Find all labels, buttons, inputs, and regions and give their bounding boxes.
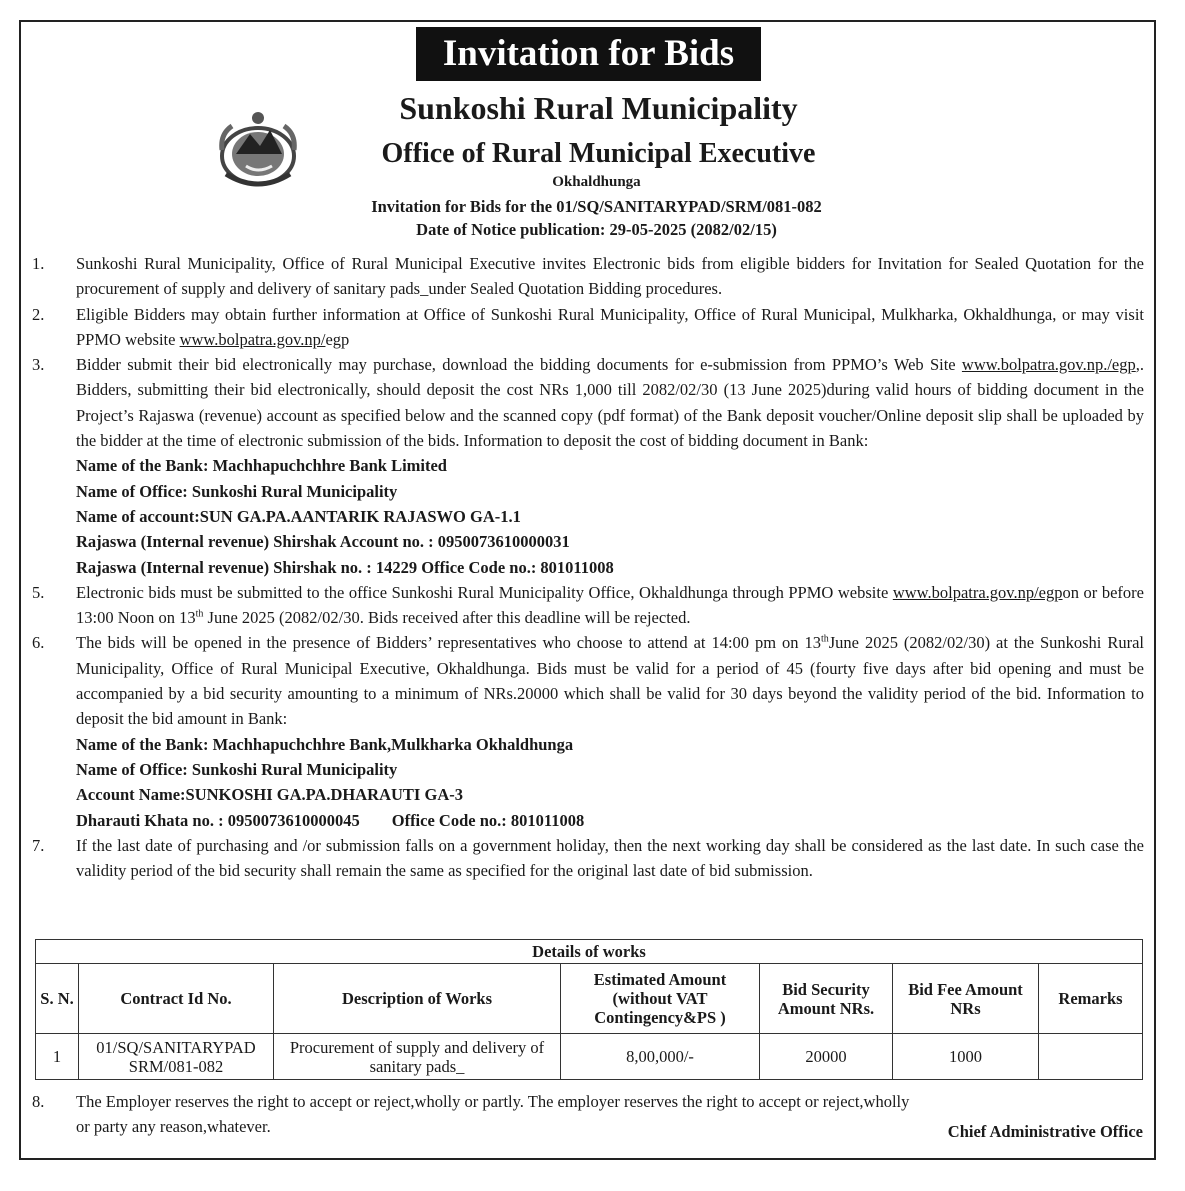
bank-name-1: Name of the Bank: Machhapuchchhre Bank Limited [76,456,447,476]
location: Okhaldhunga [552,174,641,190]
account-name-1: Name of account:SUN GA.PA.AANTARIK RAJASWO GA-1.1 [76,506,521,526]
header-amount: Estimated Amount (without VAT Contingency&PS ) [561,964,760,1034]
header-fee: Bid Fee Amount NRs [893,964,1039,1034]
notice-body [32,251,1144,883]
cell-sn: 1 [36,1034,79,1080]
header-remarks: Remarks [1039,964,1143,1034]
org-name: Sunkoshi Rural Municipality [399,90,798,126]
header-contract: Contract Id No. [79,964,274,1034]
bid-reference: Invitation for Bids for the 01/SQ/SANITARYPAD/SRM/081-082 [371,197,822,216]
account-no-2: Dharauti Khata no. : 0950073610000045 Office Code no.: 801011008 [76,810,585,830]
clause-7: 7. If the last date of purchasing and /or submission falls on a government holiday, then the next working day shall be considered as the last date. In such case the validity period of the bid security shall remain the same as specified for the original last date of bid submission. [32,835,1144,881]
cell-fee: 1000 [893,1034,1039,1080]
clause-5: 5. Electronic bids must be submitted to the office Sunkoshi Rural Municipality Office, Okhaldhunga through PPMO website www.bolpatra.gov.np/egpon or before 13:00 Noon on 13th June 2025 (2082/02/30. Bids received after this deadline will be rejected. [32,582,1144,628]
notice-banner: Invitation for Bids [416,27,761,81]
header-security: Bid Security Amount NRs. [760,964,893,1034]
publication-date: Date of Notice publication: 29-05-2025 (2082/02/15) [416,220,777,239]
cell-remarks [1039,1034,1143,1080]
account-no-1: Rajaswa (Internal revenue) Shirshak Account no. : 0950073610000031 [76,532,570,552]
bank-name-2: Name of the Bank: Machhapuchchhre Bank,Mulkharka Okhaldhunga [76,734,574,754]
office-name: Office of Rural Municipal Executive [381,138,816,169]
cell-description: Procurement of supply and delivery of sanitary pads_ [274,1034,561,1080]
cell-security: 20000 [760,1034,893,1080]
clause-3: 3. Bidder submit their bid electronically may purchase, download the bidding documents for e-submission from PPMO’s Web Site www.bolpatra.gov.np./egp,. Bidders, submitting their bid electronically, should deposit the cost NRs 1,000 till 2082/02/30 (13 June 2025)during valid hours of bidding document in the Project’s Rajaswa (revenue) account as specified below and the scanned copy (pdf format) of the Bank deposit voucher/Online deposit slip shall be uploaded by the bidder at the time of electronic submission of the bids. Information to deposit the cost of bidding document in Bank: [32,355,1144,451]
office-code-1: Rajaswa (Internal revenue) Shirshak no. : 14229 Office Code no.: 801011008 [76,557,614,577]
account-name-2: Account Name:SUNKOSHI GA.PA.DHARAUTI GA-3 [76,785,463,805]
office-name-1: Name of Office: Sunkoshi Rural Municipality [76,481,398,501]
header-sn: S. N. [36,964,79,1034]
clause-2: 2. Eligible Bidders may obtain further information at Office of Sunkoshi Rural Municipality, Office of Rural Municipal, Mulkharka, Okhaldhunga, or may visit PPMO website www.bolpatra.gov.np/egp [32,304,1144,349]
signature: Chief Administrative Office [947,1122,1143,1141]
clause-8: 8. The Employer reserves the right to accept or reject,wholly or partly. The employer reserves the right to accept or reject,wholly or party any reason,whatever. [32,1092,910,1136]
cell-amount: 8,00,000/- [561,1034,760,1080]
cell-contract: 01/SQ/SANITARYPAD SRM/081-082 [79,1034,274,1080]
clause-1: 1. Sunkoshi Rural Municipality, Office of Rural Municipal Executive invites Electronic bids from eligible bidders for Invitation for Sealed Quotation for the procurement of supply and delivery of sanitary pads_under Sealed Quotation Bidding procedures. [32,254,1144,299]
header-description: Description of Works [274,964,561,1034]
bolpatra-link[interactable]: www.bolpatra.gov.np/ [179,329,326,349]
works-table [35,939,1143,1080]
bolpatra-submit-link[interactable]: www.bolpatra.gov.np/egp [892,582,1063,602]
table-row [36,1034,1143,1080]
table-caption: Details of works [36,940,1143,964]
office-name-2: Name of Office: Sunkoshi Rural Municipality [76,759,398,779]
clause-6: 6. The bids will be opened in the presence of Bidders’ representatives who choose to attend at 14:00 pm on 13thJune 2025 (2082/02/30) at the Sunkoshi Rural Municipality, Office of Rural Municipal Executive, Okhaldhunga. Bids must be valid for a period of 45 (fourty five days after bid opening and must be accompanied by a bid security amounting to a minimum of NRs.20000 which shall be valid for 30 days beyond the validity period of the bid. Information to deposit the bid amount in Bank: [32,633,1144,729]
bolpatra-egp-link[interactable]: www.bolpatra.gov.np./egp [961,355,1136,375]
